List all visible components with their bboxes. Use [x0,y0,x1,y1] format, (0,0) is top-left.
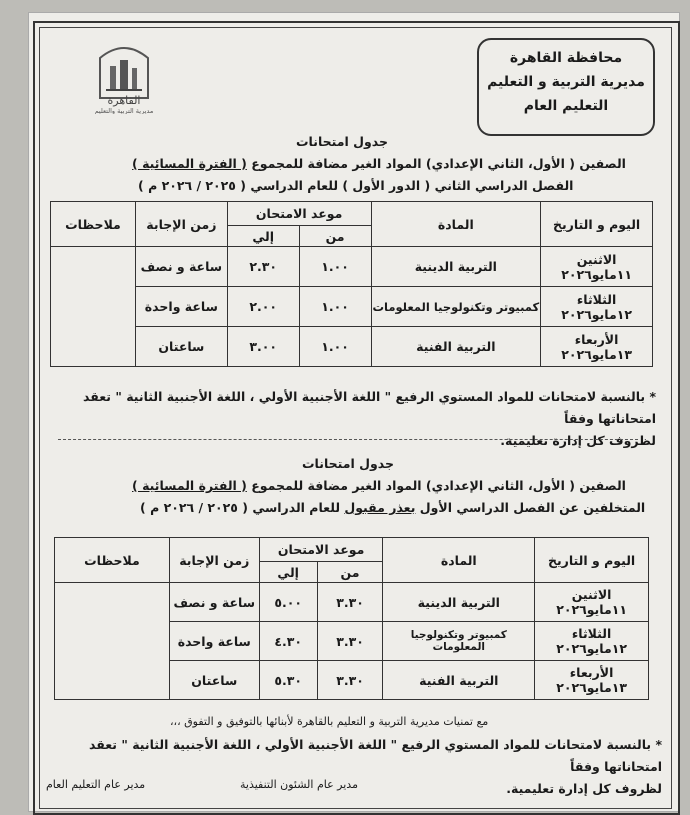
day-cell: الثلاثاء [576,291,617,307]
to-cell: ٣.٠٠ [227,327,299,367]
schedule1-term: الفصل الدراسي الثاني ( الدور الأول ) للعام الدراسي ( ٢٠٢٥ / ٢٠٢٦ م ) [138,178,574,193]
subject-cell: كمبيوتر وتكنولوجيا المعلومات [383,622,535,661]
directorate-name: مديرية التربية و التعليم [487,74,645,90]
schedule2-subtitle: الصفين ( الأول، الثاني الإعدادي) المواد الغير مضافة للمجموع ( الفترة المسائية ) [132,478,626,493]
signature-executive-affairs: مدير عام الشئون التنفيذية [240,778,358,791]
department-name: التعليم العام [523,98,609,114]
day-cell: الاثنين [571,587,612,602]
to-cell: ٥.٠٠ [259,583,317,622]
header-to: إلي [227,226,299,247]
subject-cell: التربية الدينية [383,583,535,622]
header-from: من [317,562,383,583]
header-day-date: اليوم و التاريخ [541,202,653,247]
date-cell: ١٢مايو٢٠٢٦ [561,306,632,322]
language-note-1: * بالنسبة لامتحانات للمواد المستوي الرفيع " اللغة الأجنبية الأولي ، اللغة الأجنبية الثانية " تعقد امتحاناتها وفقاً لظروف كل إدارة تعليمية. [83,389,656,448]
logo-caption: مديرية التربية والتعليم [94,107,154,114]
table-row [51,287,653,327]
header-subject: المادة [383,538,535,583]
notes-cell [55,583,170,700]
header-subject: المادة [371,202,541,247]
schedule1-title: جدول امتحانات [296,134,388,149]
day-cell: الاثنين [576,251,617,267]
schedule2-title: جدول امتحانات [302,456,394,471]
from-cell: ١.٠٠ [299,247,371,287]
day-cell: الثلاثاء [571,626,612,641]
schedule-table-2 [54,537,649,700]
subject-cell: التربية الفنية [383,661,535,700]
signature-general-education: مدير عام التعليم العام [46,778,146,791]
date-cell: ١٣مايو٢٠٢٦ [556,680,627,695]
header-duration: زمن الإجابة [169,538,259,583]
from-cell: ١.٠٠ [299,327,371,367]
from-cell: ٣.٣٠ [317,583,383,622]
day-cell: الأربعاء [574,331,619,347]
header-notes: ملاحظات [55,538,170,583]
from-cell: ١.٠٠ [299,287,371,327]
header-from: من [299,226,371,247]
schedule-table-1 [50,201,653,367]
directorate-header [477,38,655,136]
header-exam-time: موعد الامتحان [227,202,371,226]
date-cell: ١٢مايو٢٠٢٦ [556,641,627,656]
duration-cell: ساعة واحدة [169,622,259,661]
section-divider [58,439,638,440]
date-cell: ١١مايو٢٠٢٦ [561,266,632,282]
to-cell: ٢.٠٠ [227,287,299,327]
from-cell: ٣.٣٠ [317,661,383,700]
subject-cell: كمبيوتر وتكنولوجيا المعلومات [371,287,541,327]
from-cell: ٣.٣٠ [317,622,383,661]
to-cell: ٤.٣٠ [259,622,317,661]
header-notes: ملاحظات [51,202,136,247]
table-row [51,327,653,367]
header-to: إلي [259,562,317,583]
date-cell: ١١مايو٢٠٢٦ [556,602,627,617]
cairo-logo [86,40,162,114]
duration-cell: ساعة واحدة [135,287,227,327]
table-row [51,247,653,287]
duration-cell: ساعتان [169,661,259,700]
subject-cell: التربية الفنية [371,327,541,367]
subject-cell: التربية الدينية [371,247,541,287]
duration-cell: ساعتان [135,327,227,367]
duration-cell: ساعة و نصف [169,583,259,622]
header-day-date: اليوم و التاريخ [535,538,649,583]
governorate-name: محافظة القاهرة [509,50,623,66]
notes-cell [51,247,136,367]
header-exam-time: موعد الامتحان [259,538,383,562]
to-cell: ٥.٣٠ [259,661,317,700]
schedule1-subtitle: الصفين ( الأول، الثاني الإعدادي) المواد الغير مضافة للمجموع ( الفترة المسائية ) [132,156,626,171]
language-note-2: * بالنسبة لامتحانات للمواد المستوي الرفيع " اللغة الأجنبية الأولي ، اللغة الأجنبية الثانية " تعقد امتحاناتها وفقاً لظروف كل إدارة تعليمية. [89,737,662,796]
closing-wishes: مع تمنيات مديرية التربية و التعليم بالقاهرة لأبنائها بالتوفيق و التفوق ،،، [170,715,489,728]
logo-name: القاهرة [107,94,141,107]
day-cell: الأربعاء [569,665,614,680]
header-duration: زمن الإجابة [135,202,227,247]
to-cell: ٢.٣٠ [227,247,299,287]
duration-cell: ساعة و نصف [135,247,227,287]
table-row [55,583,649,622]
date-cell: ١٣مايو٢٠٢٦ [561,346,632,362]
schedule2-term: المتخلفين عن الفصل الدراسي الأول بعذر مقبول للعام الدراسي ( ٢٠٢٥ / ٢٠٢٦ م ) [140,500,646,515]
